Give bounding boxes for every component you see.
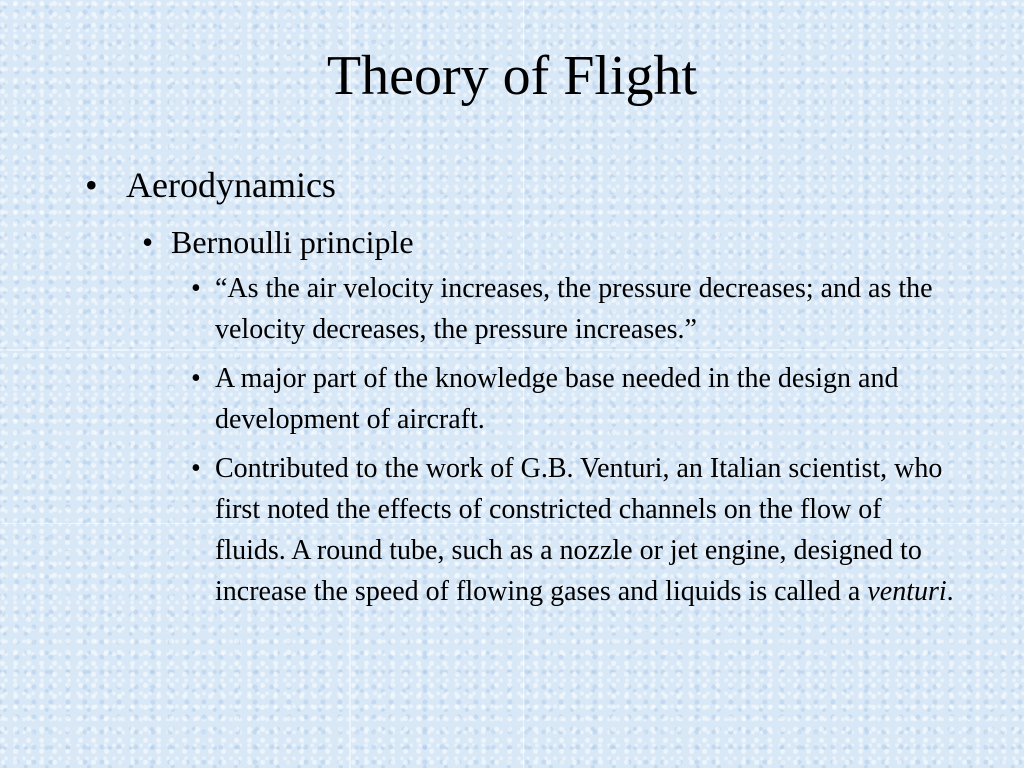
- bullet-text: [215, 448, 955, 612]
- slide-content: [0, 162, 1024, 612]
- bullet-item-quote: [0, 268, 1024, 350]
- bullet-icon: •: [85, 165, 98, 205]
- bullet-text-part: Contributed to the work of G.B. Venturi, an Italian scientist, who first noted the effects of constricted channels on the flow of fluids. A round tube, such as a nozzle or jet engine, designed to increase the speed of flowing gases and liquids is called a: [215, 453, 943, 607]
- bullet-text-part: .: [946, 576, 954, 607]
- bullet-text: Bernoulli principle: [171, 224, 414, 260]
- bullet-item-aerodynamics: [0, 162, 1024, 208]
- bullet-text: A major part of the knowledge base needed in the design and development of aircraft.: [215, 363, 899, 435]
- bullet-text: “As the air velocity increases, the pressure decreases; and as the velocity decreases, the pressure increases.”: [215, 273, 933, 345]
- slide-title: Theory of Flight: [326, 45, 698, 107]
- bullet-text: Aerodynamics: [126, 165, 336, 205]
- venturi-emphasis: venturi: [867, 576, 947, 607]
- bullet-icon: •: [191, 363, 201, 394]
- bullet-icon: •: [191, 453, 201, 484]
- bullet-icon: •: [142, 224, 154, 260]
- bullet-item-venturi: [0, 448, 1024, 612]
- bullet-item-knowledge-base: [0, 358, 1024, 440]
- bullet-item-bernoulli: [0, 222, 1024, 262]
- bullet-icon: •: [191, 273, 201, 304]
